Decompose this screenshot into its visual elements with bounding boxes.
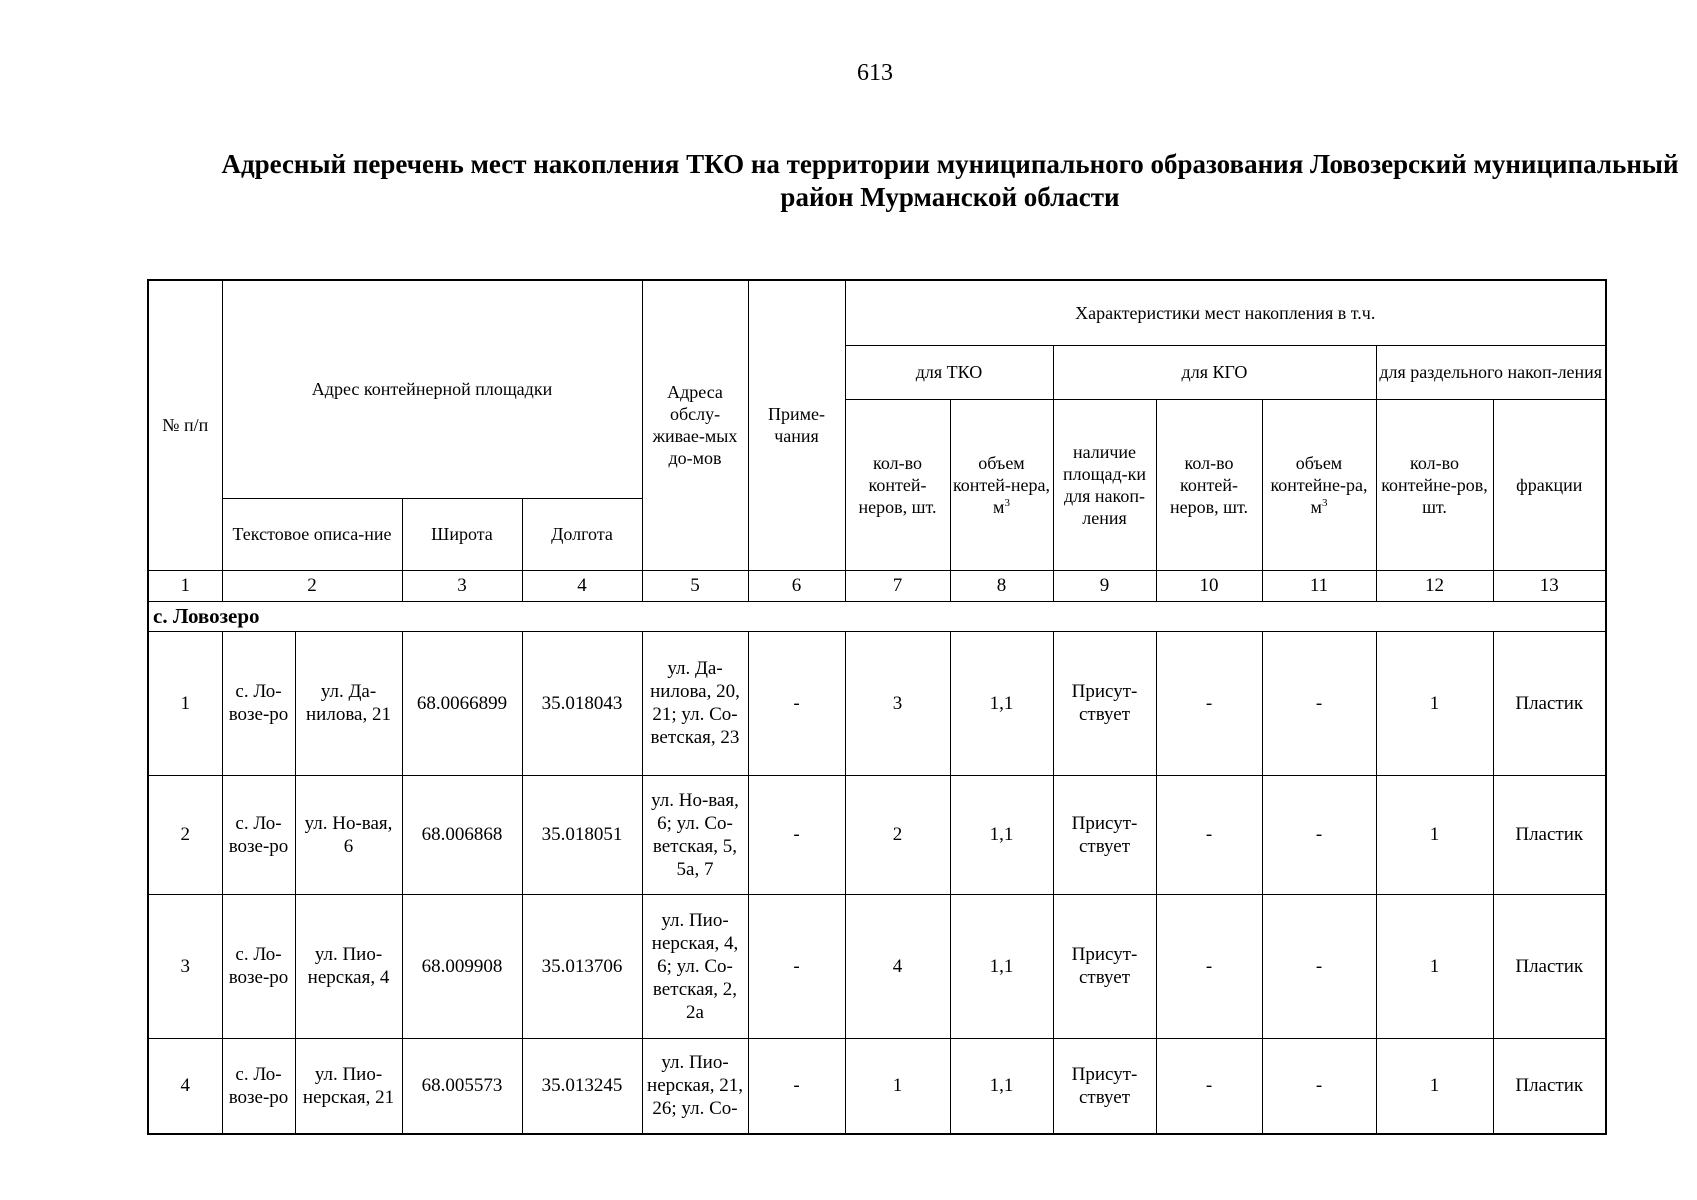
header-kgo-site: наличие площад-ки для накоп-ления: [1053, 399, 1156, 570]
row-served-addresses: ул. Да-нилова, 20, 21; ул. Со-ветская, 23: [642, 631, 748, 775]
row-kgo-count: -: [1156, 775, 1262, 894]
header-separate-group: для раздельного накоп-ления: [1376, 345, 1606, 399]
row-kgo-count: -: [1156, 631, 1262, 775]
header-served-addresses: Адреса обслу-живае-мых до-мов: [642, 280, 748, 570]
column-number: 3: [402, 570, 522, 601]
row-street: ул. Пио-нерская, 4: [295, 894, 402, 1038]
row-latitude: 68.009908: [402, 894, 522, 1038]
row-served-addresses: ул. Пио-нерская, 21, 26; ул. Со-: [642, 1038, 748, 1134]
row-tko-volume: 1,1: [950, 1038, 1053, 1134]
row-separate-count: 1: [1376, 894, 1493, 1038]
column-number: 10: [1156, 570, 1262, 601]
row-separate-fraction: Пластик: [1493, 631, 1606, 775]
column-number: 9: [1053, 570, 1156, 601]
column-number: 5: [642, 570, 748, 601]
row-kgo-volume: -: [1262, 631, 1376, 775]
header-tko-volume-label: объем контей-нера, м: [952, 452, 1051, 517]
row-kgo-site: Присут-ствует: [1053, 894, 1156, 1038]
row-separate-count: 1: [1376, 631, 1493, 775]
row-latitude: 68.005573: [402, 1038, 522, 1134]
column-number: 6: [748, 570, 845, 601]
column-number: 13: [1493, 570, 1606, 601]
row-separate-fraction: Пластик: [1493, 775, 1606, 894]
row-kgo-volume: -: [1262, 1038, 1376, 1134]
table-row: [148, 894, 1606, 1038]
cubic-superscript: 3: [1004, 496, 1010, 509]
row-separate-fraction: Пластик: [1493, 894, 1606, 1038]
header-tko-count: кол-во контей-неров, шт.: [845, 399, 950, 570]
row-locality: с. Ло-возе-ро: [222, 894, 295, 1038]
row-kgo-site: Присут-ствует: [1053, 631, 1156, 775]
row-num: 2: [148, 775, 222, 894]
header-kgo-count: кол-во контей-неров, шт.: [1156, 399, 1262, 570]
header-longitude: Долгота: [522, 498, 642, 570]
header-kgo-group: для КГО: [1053, 345, 1376, 399]
row-street: ул. Да-нилова, 21: [295, 631, 402, 775]
column-number: 12: [1376, 570, 1493, 601]
row-kgo-site: Присут-ствует: [1053, 775, 1156, 894]
row-tko-volume: 1,1: [950, 894, 1053, 1038]
row-longitude: 35.013245: [522, 1038, 642, 1134]
row-served-addresses: ул. Но-вая, 6; ул. Со-ветская, 5, 5а, 7: [642, 775, 748, 894]
container-sites-table: [147, 279, 1607, 1135]
column-number: 8: [950, 570, 1053, 601]
column-number: 4: [522, 570, 642, 601]
header-address-group: Адрес контейнерной площадки: [222, 280, 642, 498]
row-notes: -: [748, 631, 845, 775]
row-separate-fraction: Пластик: [1493, 1038, 1606, 1134]
row-longitude: 35.018051: [522, 775, 642, 894]
column-number: 2: [222, 570, 402, 601]
row-street: ул. Но-вая, 6: [295, 775, 402, 894]
header-text-description: Текстовое описа-ние: [222, 498, 402, 570]
row-locality: с. Ло-возе-ро: [222, 631, 295, 775]
row-separate-count: 1: [1376, 775, 1493, 894]
row-num: 1: [148, 631, 222, 775]
header-num: № п/п: [148, 280, 222, 570]
row-notes: -: [748, 1038, 845, 1134]
row-served-addresses: ул. Пио-нерская, 4, 6; ул. Со-ветская, 2, 2а: [642, 894, 748, 1038]
row-kgo-volume: -: [1262, 894, 1376, 1038]
column-number: 7: [845, 570, 950, 601]
header-latitude: Широта: [402, 498, 522, 570]
table-row: [148, 631, 1606, 775]
row-locality: с. Ло-возе-ро: [222, 775, 295, 894]
page-number: 613: [857, 60, 893, 86]
header-tko-volume: [950, 399, 1053, 570]
header-kgo-volume-label: объем контейне-ра, м: [1270, 452, 1368, 517]
table-row: [148, 1038, 1606, 1134]
column-number: 11: [1262, 570, 1376, 601]
row-longitude: 35.018043: [522, 631, 642, 775]
header-kgo-volume: [1262, 399, 1376, 570]
row-notes: -: [748, 775, 845, 894]
header-notes: Приме-чания: [748, 280, 845, 570]
settlement-row: [148, 601, 1606, 631]
row-tko-count: 2: [845, 775, 950, 894]
header-characteristics: Характеристики мест накопления в т.ч.: [845, 280, 1606, 345]
row-separate-count: 1: [1376, 1038, 1493, 1134]
row-locality: с. Ло-возе-ро: [222, 1038, 295, 1134]
row-notes: -: [748, 894, 845, 1038]
row-kgo-count: -: [1156, 894, 1262, 1038]
row-tko-count: 4: [845, 894, 950, 1038]
settlement-name: с. Ловозеро: [148, 601, 1606, 631]
row-tko-volume: 1,1: [950, 631, 1053, 775]
header-separate-count: кол-во контейне-ров, шт.: [1376, 399, 1493, 570]
row-num: 4: [148, 1038, 222, 1134]
header-tko-group: для ТКО: [845, 345, 1053, 399]
document-title: Адресный перечень мест накопления ТКО на территории муниципального образования Ловозерский муниципальный район Мурманской области: [221, 149, 1679, 212]
table-row: [148, 775, 1606, 894]
row-num: 3: [148, 894, 222, 1038]
row-kgo-count: -: [1156, 1038, 1262, 1134]
row-kgo-volume: -: [1262, 775, 1376, 894]
row-tko-count: 1: [845, 1038, 950, 1134]
row-street: ул. Пио-нерская, 21: [295, 1038, 402, 1134]
column-number: 1: [148, 570, 222, 601]
row-tko-volume: 1,1: [950, 775, 1053, 894]
row-latitude: 68.0066899: [402, 631, 522, 775]
cubic-superscript: 3: [1321, 496, 1328, 509]
row-kgo-site: Присут-ствует: [1053, 1038, 1156, 1134]
row-tko-count: 3: [845, 631, 950, 775]
row-longitude: 35.013706: [522, 894, 642, 1038]
column-number-row: [148, 570, 1606, 601]
row-latitude: 68.006868: [402, 775, 522, 894]
header-separate-fraction: фракции: [1493, 399, 1606, 570]
